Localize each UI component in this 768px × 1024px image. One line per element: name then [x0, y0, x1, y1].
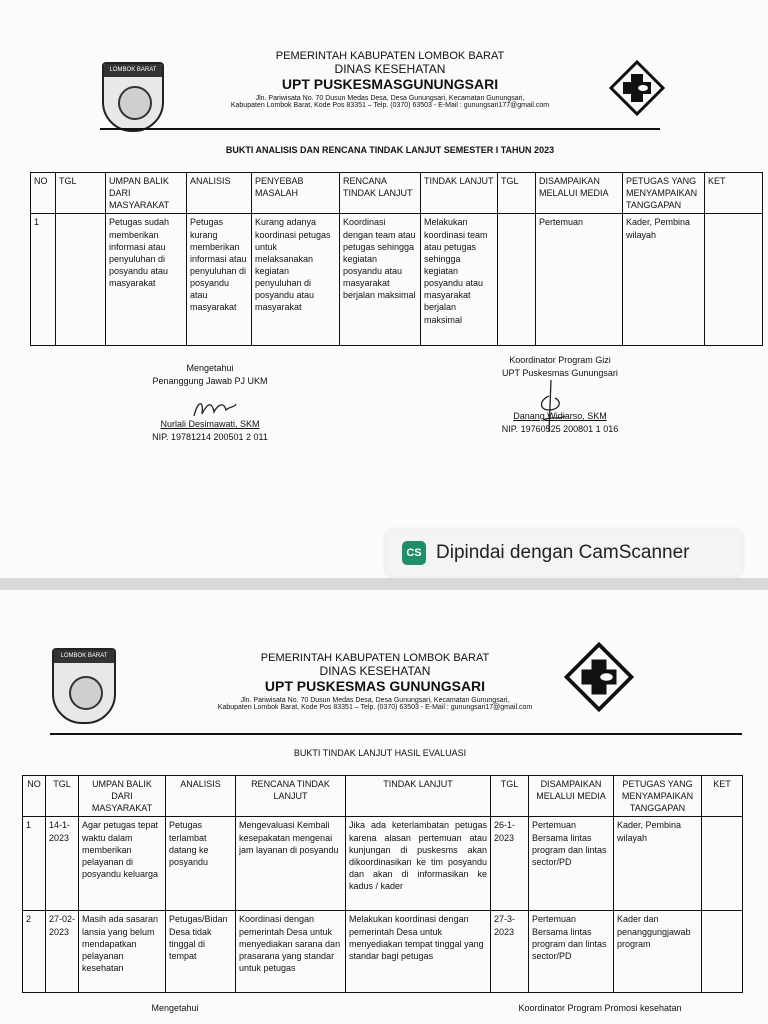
- table-cell: [56, 214, 106, 346]
- table-cell: Pertemuan: [536, 214, 623, 346]
- header-cell: UMPAN BALIK DARI MASYARAKAT: [106, 173, 187, 214]
- table-cell: Mengevaluasi Kembali kesepakatan mengenai jam layanan di posyandu: [236, 817, 346, 911]
- table-cell: Pertemuan Bersama lintas program dan lintas sector/PD: [529, 817, 614, 911]
- header-cell: ANALISIS: [187, 173, 252, 214]
- table-cell: Kurang adanya koordinasi petugas untuk melaksanakan kegiatan penyuluhan di posyandu atau masyarakat: [252, 214, 340, 346]
- table-cell: Koordinasi dengan team atau petugas sehingga kegiatan posyandu atau masyarakat berjalan maksimal: [340, 214, 421, 346]
- letterhead-line3: UPT PUSKESMAS GUNUNGSARI: [264, 678, 486, 694]
- lombok-barat-logo: [102, 62, 164, 132]
- table-cell: Petugas sudah memberikan informasi atau penyuluhan di posyandu atau masyarakat: [106, 214, 187, 346]
- signature-right-line2: UPT Puskesmas Gunungsari: [502, 368, 618, 379]
- table-cell: [702, 817, 743, 911]
- table-cell: Masih ada sasaran lansia yang belum mendapatkan pelayanan kesehatan: [79, 911, 166, 993]
- signature-left-line2: Penanggung Jawab PJ UKM: [152, 376, 268, 387]
- logo-band-text: LOMBOK BARAT: [54, 650, 114, 663]
- table-cell: Kader, Pembina wilayah: [623, 214, 705, 346]
- letterhead-address: Jln. Pariwisata No. 70 Dusun Medas Desa, Desa Gunungsari, Kecamatan Gunungsari,: [255, 95, 525, 102]
- table-row: [23, 817, 743, 911]
- table-cell: 27-02-2023: [46, 911, 79, 993]
- header-cell: TGL: [498, 173, 536, 214]
- letterhead: [175, 652, 575, 711]
- table-header-row: [31, 173, 763, 214]
- letterhead-line1: PEMERINTAH KABUPATEN LOMBOK BARAT: [260, 652, 490, 664]
- follow-up-table: [22, 775, 743, 993]
- camscanner-icon: CS: [402, 541, 426, 565]
- document-page-2: [0, 590, 768, 1024]
- table-cell: Petugas terlambat datang ke posyandu: [166, 817, 236, 911]
- footer-left-text: Mengetahui: [151, 1003, 199, 1013]
- signature-left-name: Nurlali Desimawati, SKM: [160, 419, 260, 430]
- table-cell: Petugas kurang memberikan informasi atau penyuluhan di posyandu atau masyarakat: [187, 214, 252, 346]
- header-cell: TINDAK LANJUT: [346, 776, 491, 817]
- table-cell: 27-3-2023: [491, 911, 529, 993]
- header-cell: PETUGAS YANG MENYAMPAIKAN TANGGAPAN: [623, 173, 705, 214]
- document-title: BUKTI ANALISIS DAN RENCANA TINDAK LANJUT SEMESTER I TAHUN 2023: [225, 145, 555, 155]
- analysis-table: [30, 172, 763, 346]
- header-cell: UMPAN BALIK DARI MASYARAKAT: [79, 776, 166, 817]
- table-cell: 1: [31, 214, 56, 346]
- table-cell: Jika ada keterlambatan petugas karena alasan pertemuan atau kunjungan di puskesms akan dikoordinasikan ke tim posyandu dan akan di informasikan ke kadus / kader: [346, 817, 491, 911]
- table-cell: 2: [23, 911, 46, 993]
- letterhead-contact: Kabupaten Lombok Barat, Kode Pos 83351 – Telp. (0370) 63503 - E-Mail : gunungsari177@gmail.com: [230, 102, 550, 109]
- header-cell: TGL: [46, 776, 79, 817]
- table-cell: Petugas/Bidan Desa tidak tinggal di tempat: [166, 911, 236, 993]
- table-row: [23, 911, 743, 993]
- letterhead-line3: UPT PUSKESMASGUNUNGSARI: [281, 76, 499, 92]
- letterhead-contact: Kabupaten Lombok Barat, Kode Pos 83351 – Telp. (0370) 63503 - E-Mail : gunungsari17@gmail.com: [217, 704, 533, 711]
- header-cell: KET: [702, 776, 743, 817]
- letterhead-rule: [100, 128, 660, 130]
- header-cell: TGL: [56, 173, 106, 214]
- logo-band-text: LOMBOK BARAT: [104, 64, 162, 77]
- table-cell: Koordinasi dengan pemerintah Desa untuk menyediakan sarana dan prasarana yang standar untuk petugas: [236, 911, 346, 993]
- signature-left-nip: NIP. 19781214 200501 2 011: [152, 432, 268, 443]
- table-cell: [498, 214, 536, 346]
- header-cell: RENCANA TINDAK LANJUT: [236, 776, 346, 817]
- signature-right-nip: NIP. 19760525 200801 1 016: [501, 424, 619, 435]
- document-title: BUKTI TINDAK LANJUT HASIL EVALUASI: [293, 748, 467, 758]
- lombok-barat-logo: [52, 648, 116, 724]
- table-cell: Melakukan koordinasi dengan pemerintah Desa untuk menyediakan tempat tinggal yang standar bagi petugas: [346, 911, 491, 993]
- camscanner-watermark: [386, 530, 742, 576]
- header-cell: NO: [31, 173, 56, 214]
- signature-right-line1: Koordinator Program Gizi: [509, 355, 611, 365]
- letterhead-line2: DINAS KESEHATAN: [334, 62, 446, 76]
- signature-left-line1: Mengetahui: [186, 363, 234, 373]
- letterhead-line1: PEMERINTAH KABUPATEN LOMBOK BARAT: [275, 50, 505, 62]
- table-cell: 26-1-2023: [491, 817, 529, 911]
- puskesmas-logo-icon: [609, 60, 665, 116]
- signature-scribble-left-icon: [190, 396, 240, 422]
- header-cell: TINDAK LANJUT: [421, 173, 498, 214]
- header-cell: RENCANA TINDAK LANJUT: [340, 173, 421, 214]
- camscanner-text: Dipindai dengan CamScanner: [436, 542, 690, 563]
- table-cell: Agar petugas tepat waktu dalam memberikan pelayanan di posyandu keluarga: [79, 817, 166, 911]
- letterhead: [200, 50, 580, 109]
- header-cell: ANALISIS: [166, 776, 236, 817]
- footer-right-text: Koordinator Program Promosi kesehatan: [518, 1003, 682, 1013]
- table-cell: 1: [23, 817, 46, 911]
- table-header-row: [23, 776, 743, 817]
- letterhead-address: Jln. Pariwisata No. 70 Dusun Medas Desa, Desa Gunungsari, Kecamatan Gunungsari,: [240, 697, 510, 704]
- table-cell: Melakukan koordinasi team atau petugas sehingga kegiatan posyandu atau masyarakat berjalan maksimal: [421, 214, 498, 346]
- header-cell: NO: [23, 776, 46, 817]
- table-cell: Kader dan penanggungjawab program: [614, 911, 702, 993]
- table-cell: [702, 911, 743, 993]
- table-cell: Kader, Pembina wilayah: [614, 817, 702, 911]
- letterhead-rule: [50, 733, 742, 735]
- header-cell: DISAMPAIKAN MELALUI MEDIA: [536, 173, 623, 214]
- puskesmas-logo-icon: [564, 642, 634, 712]
- header-cell: KET: [705, 173, 763, 214]
- header-cell: PENYEBAB MASALAH: [252, 173, 340, 214]
- table-cell: 14-1-2023: [46, 817, 79, 911]
- signature-scribble-right-icon: [535, 376, 569, 436]
- header-cell: TGL: [491, 776, 529, 817]
- table-cell: Pertemuan Bersama lintas program dan lintas sector/PD: [529, 911, 614, 993]
- signature-right-name: Danang Widiarso, SKM: [513, 411, 607, 422]
- header-cell: PETUGAS YANG MENYAMPAIKAN TANGGAPAN: [614, 776, 702, 817]
- table-row: [31, 214, 763, 346]
- page-separator: [0, 578, 768, 590]
- table-cell: [705, 214, 763, 346]
- letterhead-line2: DINAS KESEHATAN: [319, 664, 431, 678]
- header-cell: DISAMPAIKAN MELALUI MEDIA: [529, 776, 614, 817]
